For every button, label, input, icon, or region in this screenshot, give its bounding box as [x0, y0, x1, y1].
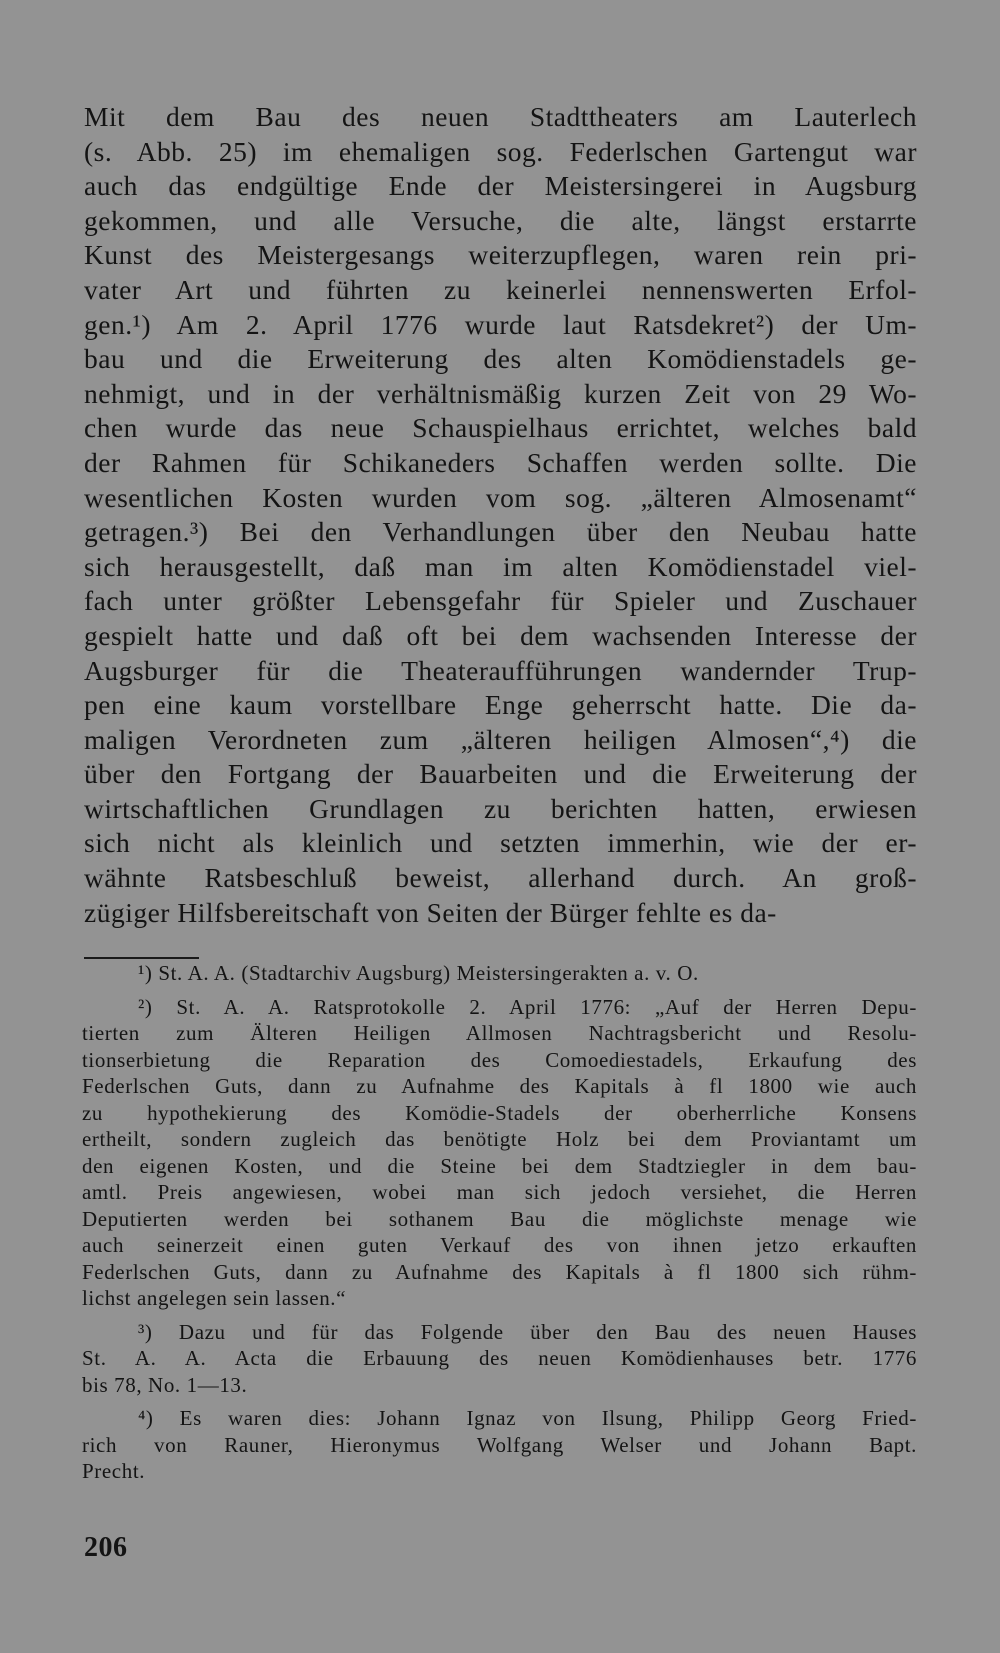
text-line: bau und die Erweiterung des alten Komödienstadels ge- — [84, 343, 917, 375]
body-paragraph — [84, 100, 917, 930]
footnote-line: auch seinerzeit einen guten Verkauf des von ihnen jetzo erkauften — [82, 1233, 917, 1257]
footnote-line: amtl. Preis angewiesen, wobei man sich jedoch versiehet, die Herren — [82, 1180, 917, 1204]
text-line: auch das endgültige Ende der Meistersingerei in Augsburg — [84, 170, 917, 202]
text-line: fach unter größter Lebensgefahr für Spieler und Zuschauer — [84, 585, 917, 617]
text-line: sich nicht als kleinlich und setzten immerhin, wie der er- — [84, 827, 917, 859]
text-line: nehmigt, und in der verhältnismäßig kurzen Zeit von 29 Wo- — [84, 377, 917, 409]
text-line: gen.¹) Am 2. April 1776 wurde laut Ratsdekret²) der Um- — [84, 308, 917, 340]
footnote-1 — [82, 960, 917, 987]
footnote-line: tierten zum Älteren Heiligen Allmosen Nachtragsbericht und Resolu- — [82, 1021, 917, 1045]
text-line: pen eine kaum vorstellbare Enge geherrscht hatte. Die da- — [84, 689, 917, 721]
text-line: über den Fortgang der Bauarbeiten und die Erweiterung der — [84, 758, 917, 790]
text-line: vater Art und führten zu keinerlei nennenswerten Erfol- — [84, 273, 917, 305]
footnote-line: den eigenen Kosten, und die Steine bei dem Stadtziegler in dem bau- — [82, 1153, 917, 1178]
footnote-line: Precht. — [82, 1459, 146, 1483]
text-line: Augsburger für die Theateraufführungen wandernder Trup- — [84, 654, 917, 686]
text-line: wirtschaftlichen Grundlagen zu berichten hatten, erwiesen — [84, 792, 917, 824]
text-line: wähnte Ratsbeschluß beweist, allerhand durch. An groß- — [84, 862, 917, 894]
footnote-line: rich von Rauner, Hieronymus Wolfgang Welser und Johann Bapt. — [82, 1432, 917, 1457]
text-line: Mit dem Bau des neuen Stadttheaters am Lauterlech — [84, 101, 917, 132]
footnote-line: Federlschen Guts, dann zu Aufnahme des Kapitals à fl 1800 wie auch — [82, 1074, 917, 1098]
footnote-line: tionserbietung die Reparation des Comoediestadels, Erkaufung des — [82, 1047, 917, 1072]
footnote-line: St. A. A. Acta die Erbauung des neuen Komödienhauses betr. 1776 — [82, 1346, 917, 1370]
footnotes — [82, 960, 917, 1485]
footnote-line: ³) Dazu und für das Folgende über den Bau des neuen Hauses — [138, 1319, 917, 1344]
footnote-line: ¹) St. A. A. (Stadtarchiv Augsburg) Meistersingerakten a. v. O. — [138, 961, 699, 985]
footnote-line: zu hypothekierung des Komödie-Stadels der oberherrliche Konsens — [82, 1100, 917, 1125]
text-line: (s. Abb. 25) im ehemaligen sog. Federlschen Gartengut war — [84, 135, 917, 167]
text-line: Kunst des Meistergesangs weiterzupflegen, waren rein pri- — [84, 239, 917, 271]
page-number: 206 — [84, 1532, 128, 1563]
footnote-line: ertheilt, sondern zugleich das benötigte Holz bei dem Proviantamt um — [82, 1127, 917, 1151]
footnote-line: Deputierten werden bei sothanem Bau die möglichste menage wie — [82, 1206, 917, 1231]
text-line: chen wurde das neue Schauspielhaus errichtet, welches bald — [84, 412, 917, 444]
footnote-line: bis 78, No. 1—13. — [82, 1372, 248, 1397]
footnote-3 — [82, 1319, 917, 1399]
footnote-2 — [82, 994, 917, 1312]
text-line: wesentlichen Kosten wurden vom sog. „älteren Almosenamt“ — [84, 481, 917, 513]
footnote-line: ²) St. A. A. Ratsprotokolle 2. April 1776: „Auf der Herren Depu- — [138, 994, 917, 1019]
footnote-4 — [82, 1405, 917, 1485]
footnote-line: Federlschen Guts, dann zu Aufnahme des Kapitals à fl 1800 sich rühm- — [82, 1259, 917, 1284]
footnote-separator — [84, 957, 199, 959]
text-line: der Rahmen für Schikaneders Schaffen werden sollte. Die — [84, 446, 917, 478]
text-line: getragen.³) Bei den Verhandlungen über den Neubau hatte — [84, 516, 917, 548]
footnote-line: lichst angelegen sein lassen.“ — [82, 1286, 347, 1310]
text-line: gespielt hatte und daß oft bei dem wachsenden Interesse der — [84, 619, 917, 651]
footnote-line: ⁴) Es waren dies: Johann Ignaz von Ilsung, Philipp Georg Fried- — [138, 1406, 917, 1430]
text-line: maligen Verordneten zum „älteren heiligen Almosen“,⁴) die — [84, 723, 917, 755]
text-line: gekommen, und alle Versuche, die alte, längst erstarrte — [84, 204, 917, 236]
text-line: sich herausgestellt, daß man im alten Komödienstadel viel- — [84, 550, 917, 582]
text-line: zügiger Hilfsbereitschaft von Seiten der Bürger fehlte es da- — [84, 896, 777, 928]
